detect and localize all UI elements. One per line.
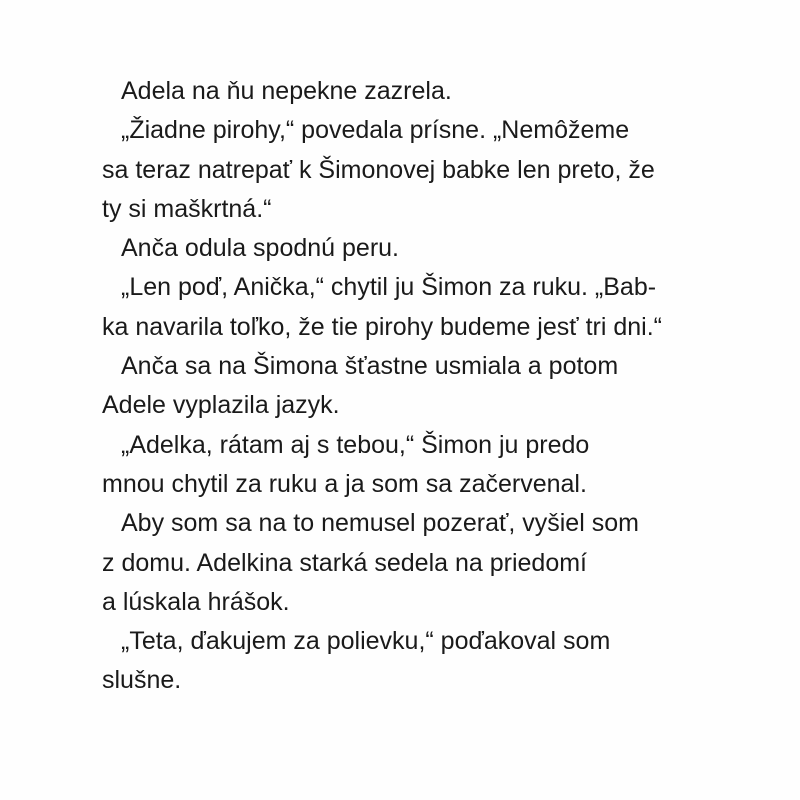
text-line: Anča sa na Šimona šťastne usmiala a potom: [121, 352, 619, 381]
text-line: Adele vyplazila jazyk.: [102, 391, 340, 420]
text-line: mnou chytil za ruku a ja som sa začervenal.: [102, 469, 587, 498]
text-line: Aby som sa na to nemusel pozerať, vyšiel som: [121, 509, 639, 538]
text-line: z domu. Adelkina starká sedela na priedomí: [102, 548, 587, 577]
text-line: „Žiadne pirohy,“ povedala prísne. „Nemôžeme: [121, 116, 630, 145]
text-line: ka navarila toľko, že tie pirohy budeme jesť tri dni.“: [102, 312, 662, 341]
text-line: a lúskala hrášok.: [102, 587, 290, 616]
text-line: Adela na ňu nepekne zazrela.: [121, 77, 452, 105]
text-line: Anča odula spodnú peru.: [121, 234, 399, 263]
text-line: ty si maškrtná.“: [102, 194, 272, 223]
body-text: [102, 72, 722, 701]
text-line: „Teta, ďakujem za polievku,“ poďakoval som: [121, 627, 611, 656]
text-line: sa teraz natrepať k Šimonovej babke len preto, že: [102, 155, 655, 184]
text-line: slušne.: [102, 666, 182, 695]
text-line: „Adelka, rátam aj s tebou,“ Šimon ju predo: [121, 430, 590, 459]
text-line: „Len poď, Anička,“ chytil ju Šimon za ruku. „Bab-: [121, 273, 657, 302]
